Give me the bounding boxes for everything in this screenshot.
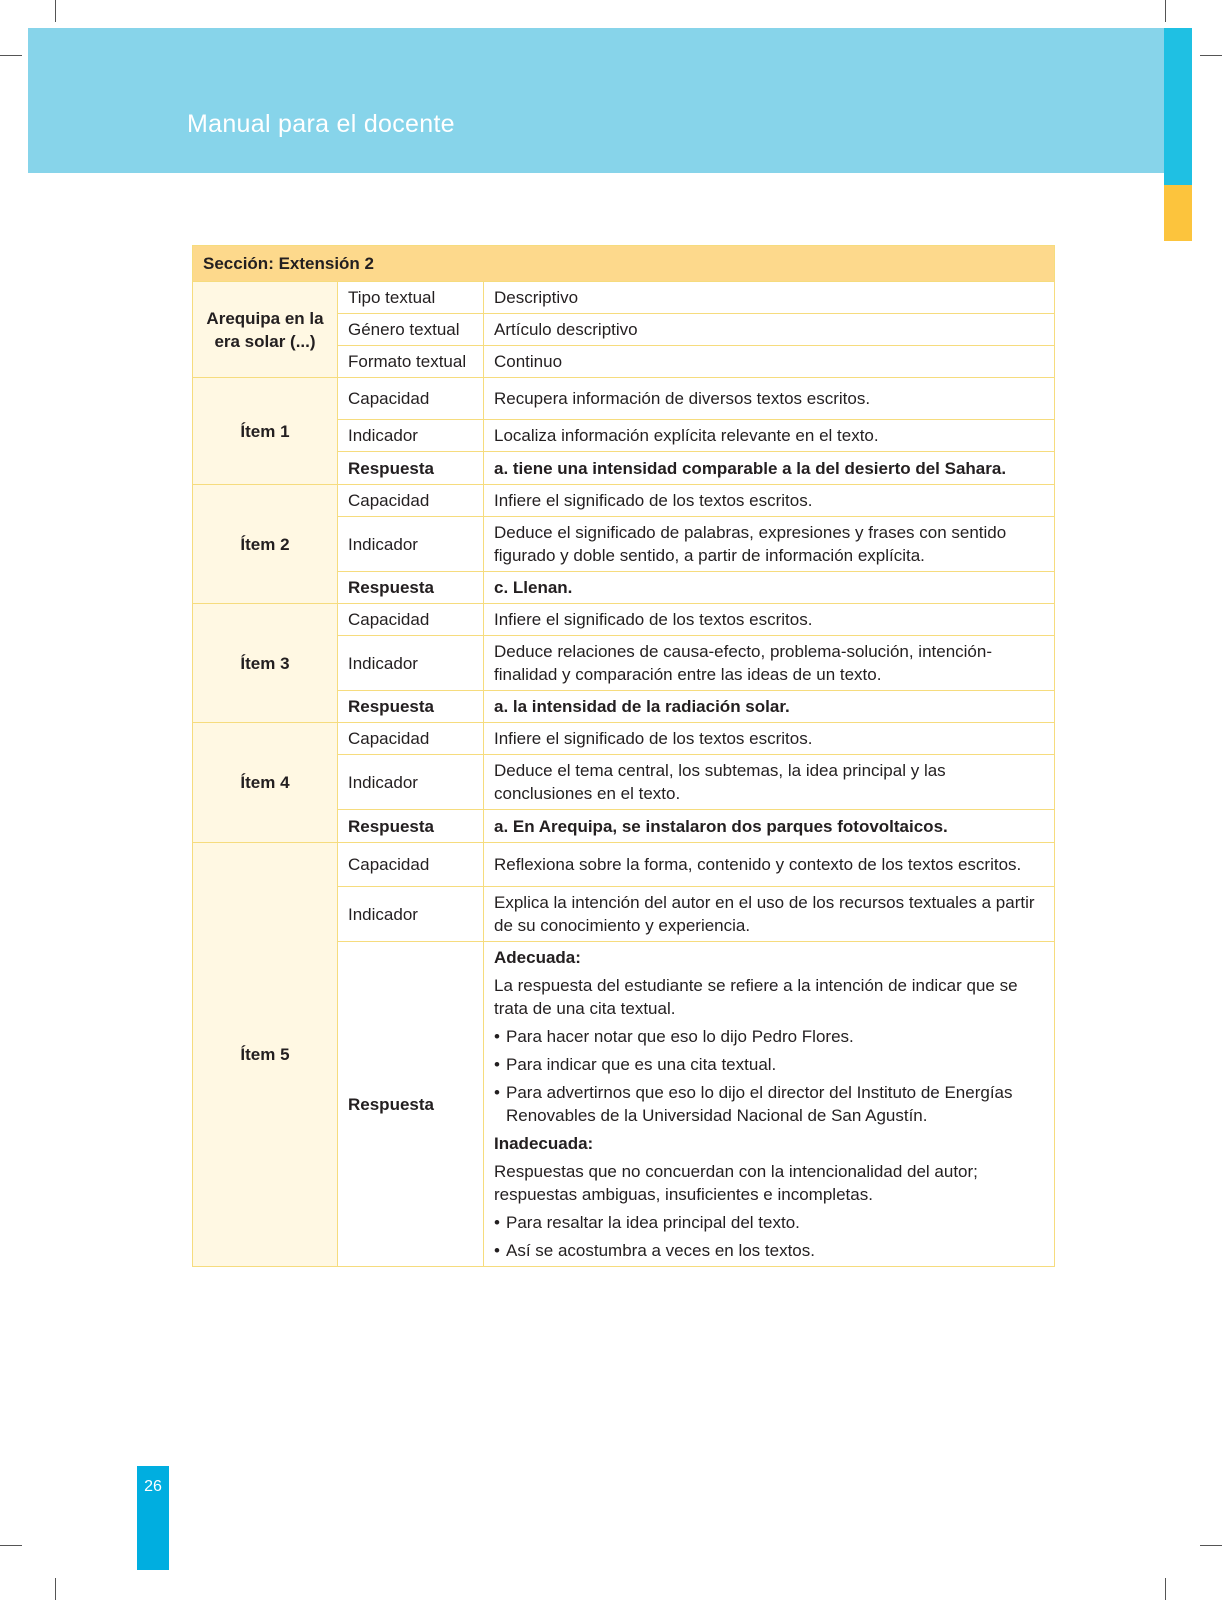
crop-mark (1165, 0, 1166, 22)
indicador-label: Indicador (338, 636, 484, 691)
capacidad-value: Infiere el significado de los textos escritos. (484, 723, 1055, 755)
capacidad-label: Capacidad (338, 604, 484, 636)
row-value: Artículo descriptivo (484, 314, 1055, 346)
section-heading: Sección: Extensión 2 (193, 246, 1055, 282)
crop-mark (1165, 1578, 1166, 1600)
indicador-label: Indicador (338, 887, 484, 942)
table-row (193, 843, 1055, 887)
adecuada-text: La respuesta del estudiante se refiere a la intención de indicar que se trata de una cita textual. (494, 976, 1018, 1018)
list-item: • Para advertirnos que eso lo dijo el director del Instituto de Energías Renovables de la Universidad Nacional de San Agustín. (494, 1083, 1013, 1125)
row-value: Continuo (484, 346, 1055, 378)
indicador-value: Deduce relaciones de causa-efecto, problema-solución, intención-finalidad y comparación entre las ideas de un texto. (484, 636, 1055, 691)
respuesta-label: Respuesta (338, 452, 484, 485)
capacidad-value: Recupera información de diversos textos escritos. (484, 378, 1055, 420)
evaluation-table (192, 245, 1055, 1267)
header-band (28, 28, 1164, 173)
respuesta-value (484, 942, 1055, 1267)
item-name: Ítem 2 (193, 485, 338, 604)
text-title: Arequipa en la era solar (...) (193, 282, 338, 378)
table-row (193, 485, 1055, 517)
crop-mark (55, 0, 56, 22)
item-name: Ítem 4 (193, 723, 338, 843)
respuesta-block (494, 942, 1044, 1266)
crop-mark (0, 55, 22, 56)
respuesta-value: c. Llenan. (484, 572, 1055, 604)
page-number: 26 (144, 1478, 162, 1495)
respuesta-label: Respuesta (338, 810, 484, 843)
indicador-value: Explica la intención del autor en el uso de los recursos textuales a partir de su conocimiento y experiencia. (484, 887, 1055, 942)
adecuada-heading: Adecuada: (494, 948, 581, 967)
respuesta-label: Respuesta (338, 572, 484, 604)
respuesta-value: a. En Arequipa, se instalaron dos parques fotovoltaicos. (484, 810, 1055, 843)
capacidad-value: Infiere el significado de los textos escritos. (484, 604, 1055, 636)
capacidad-label: Capacidad (338, 485, 484, 517)
respuesta-label: Respuesta (338, 942, 484, 1267)
list-item: • Para indicar que es una cita textual. (494, 1055, 777, 1074)
indicador-label: Indicador (338, 420, 484, 452)
item-name: Ítem 5 (193, 843, 338, 1267)
section-row (193, 246, 1055, 282)
item-name: Ítem 1 (193, 378, 338, 485)
crop-mark (1200, 1545, 1222, 1546)
edge-tab-yellow (1164, 185, 1192, 241)
respuesta-value: a. la intensidad de la radiación solar. (484, 691, 1055, 723)
list-item: • Así se acostumbra a veces en los textos. (494, 1241, 815, 1260)
list-item: • Para resaltar la idea principal del texto. (494, 1213, 800, 1232)
respuesta-label: Respuesta (338, 691, 484, 723)
item-name: Ítem 3 (193, 604, 338, 723)
table-row (193, 604, 1055, 636)
row-label: Formato textual (338, 346, 484, 378)
row-value: Descriptivo (484, 282, 1055, 314)
crop-mark (0, 1545, 22, 1546)
indicador-label: Indicador (338, 517, 484, 572)
indicador-value: Deduce el significado de palabras, expresiones y frases con sentido figurado y doble sentido, a partir de información explícita. (484, 517, 1055, 572)
capacidad-value: Reflexiona sobre la forma, contenido y contexto de los textos escritos. (484, 843, 1055, 887)
inadecuada-text: Respuestas que no concuerdan con la intencionalidad del autor; respuestas ambiguas, insuficientes e incompletas. (494, 1162, 978, 1204)
table-row (193, 723, 1055, 755)
capacidad-label: Capacidad (338, 843, 484, 887)
table-row (193, 378, 1055, 420)
indicador-value: Localiza información explícita relevante en el texto. (484, 420, 1055, 452)
table-row (193, 282, 1055, 314)
capacidad-label: Capacidad (338, 378, 484, 420)
edge-tab-blue (1164, 28, 1192, 185)
capacidad-value: Infiere el significado de los textos escritos. (484, 485, 1055, 517)
indicador-value: Deduce el tema central, los subtemas, la idea principal y las conclusiones en el texto. (484, 755, 1055, 810)
row-label: Tipo textual (338, 282, 484, 314)
inadecuada-heading: Inadecuada: (494, 1134, 594, 1153)
crop-mark (1200, 55, 1222, 56)
page-title: Manual para el docente (187, 110, 455, 138)
crop-mark (55, 1578, 56, 1600)
list-item: • Para hacer notar que eso lo dijo Pedro Flores. (494, 1027, 854, 1046)
row-label: Género textual (338, 314, 484, 346)
capacidad-label: Capacidad (338, 723, 484, 755)
respuesta-value: a. tiene una intensidad comparable a la del desierto del Sahara. (484, 452, 1055, 485)
indicador-label: Indicador (338, 755, 484, 810)
